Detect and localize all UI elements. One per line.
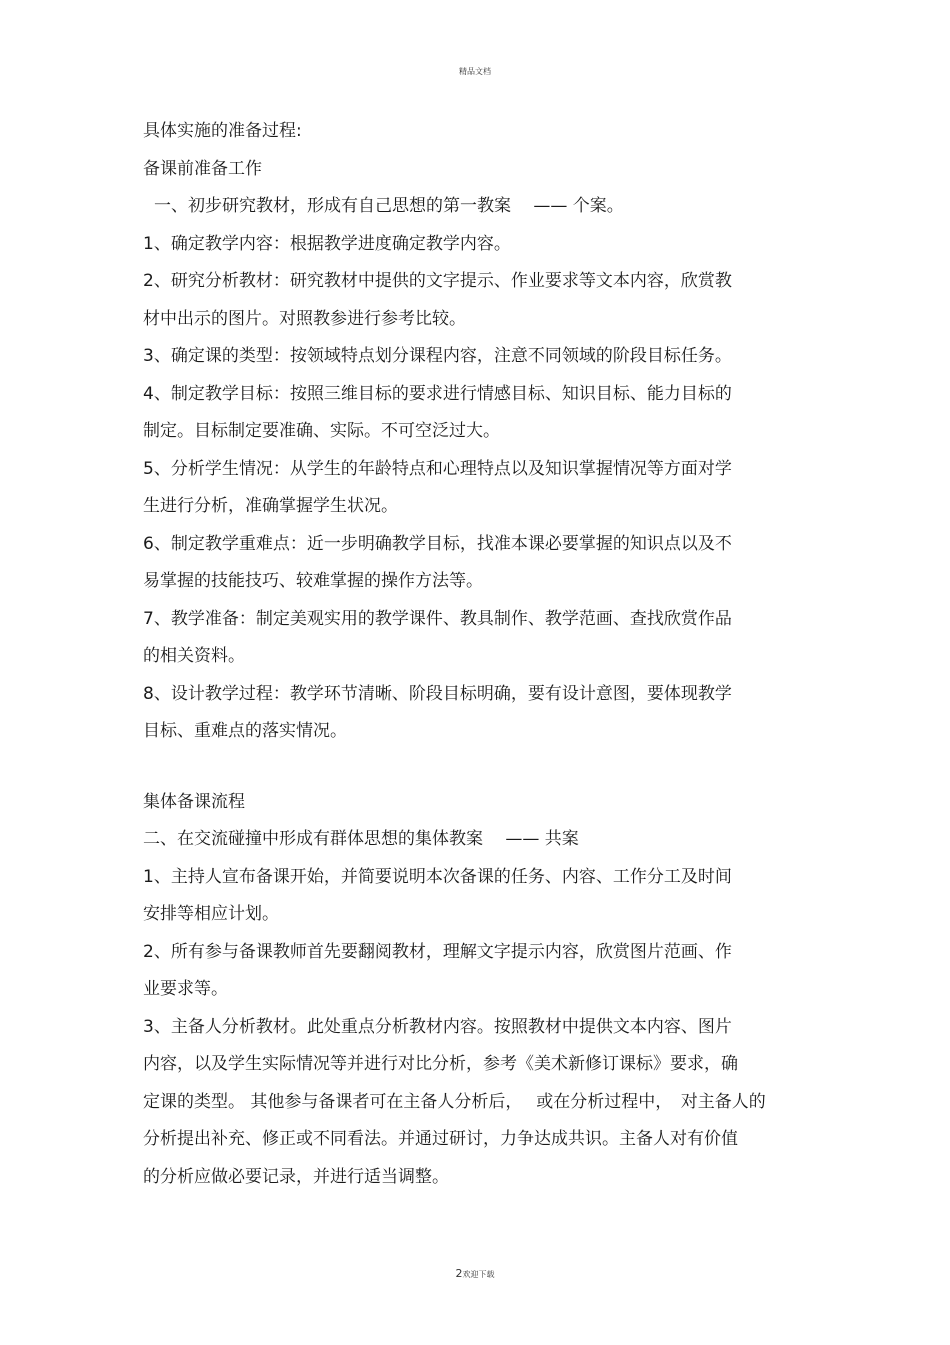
paragraph-line: 制定。目标制定要准确、实际。不可空泛过大。	[143, 421, 500, 441]
subsection-title: 备课前准备工作	[143, 158, 262, 179]
paragraph-line: 目标、重难点的落实情况。	[143, 721, 347, 741]
paragraph-line: 内容，以及学生实际情况等并进行对比分析，参考《美术新修订课标》要求，确	[143, 1054, 738, 1074]
paragraph-line: 8、设计教学过程：教学环节清晰、阶段目标明确，要有设计意图，要体现教学	[143, 683, 732, 704]
paragraph-line: 的分析应做必要记录，并进行适当调整。	[143, 1166, 449, 1187]
paragraph-line: 7、教学准备：制定美观实用的教学课件、教具制作、教学范画、查找欣赏作品	[143, 608, 732, 629]
paragraph-line: 材中出示的图片。对照教参进行参考比较。	[143, 308, 466, 329]
paragraph-line: 安排等相应计划。	[143, 904, 279, 924]
paragraph-line: 5、分析学生情况：从学生的年龄特点和心理特点以及知识掌握情况等方面对学	[143, 458, 732, 479]
paragraph-line: 生进行分析，准确掌握学生状况。	[143, 496, 398, 516]
document-body	[143, 122, 823, 1205]
section-title: 具体实施的准备过程:	[143, 121, 302, 141]
paragraph-line: 6、制定教学重难点：近一步明确教学目标，找准本课必要掌握的知识点以及不	[143, 533, 732, 554]
page-footer	[0, 1262, 950, 1281]
paragraph-line: 分析提出补充、修正或不同看法。并通过研讨，力争达成共识。主备人对有价值	[143, 1129, 738, 1149]
paragraph-line: 业要求等。	[143, 979, 228, 999]
heading-one: 一、初步研究教材，形成有自己思想的第一教案 —— 个案。	[154, 196, 624, 216]
subsection-title: 集体备课流程	[143, 791, 245, 812]
paragraph-line: 的相关资料。	[143, 646, 245, 666]
paragraph-line: 1、主持人宣布备课开始，并简要说明本次备课的任务、内容、工作分工及时间	[143, 866, 732, 887]
paragraph-line: 定课的类型。 其他参与备课者可在主备人分析后， 或在分析过程中， 对主备人的	[143, 1091, 766, 1112]
paragraph-line: 易掌握的技能技巧、较难掌握的操作方法等。	[143, 571, 483, 591]
page-number: 2	[455, 1267, 463, 1280]
paragraph-line: 2、研究分析教材：研究教材中提供的文字提示、作业要求等文本内容，欣赏教	[143, 271, 732, 291]
heading-two: 二、在交流碰撞中形成有群体思想的集体教案 —— 共案	[143, 829, 579, 849]
paragraph-line: 1、确定教学内容：根据教学进度确定教学内容。	[143, 233, 511, 254]
paragraph-line: 3、确定课的类型：按领域特点划分课程内容，注意不同领域的阶段目标任务。	[143, 346, 732, 366]
page-header: 精品文档	[459, 67, 491, 76]
paragraph-line: 3、主备人分析教材。此处重点分析教材内容。按照教材中提供文本内容、图片	[143, 1016, 732, 1037]
paragraph-line: 2、所有参与备课教师首先要翻阅教材，理解文字提示内容，欣赏图片范画、作	[143, 941, 732, 962]
section-gap	[143, 760, 823, 793]
paragraph-line: 4、制定教学目标：按照三维目标的要求进行情感目标、知识目标、能力目标的	[143, 383, 732, 404]
footer-text: 欢迎下载	[462, 1270, 495, 1279]
